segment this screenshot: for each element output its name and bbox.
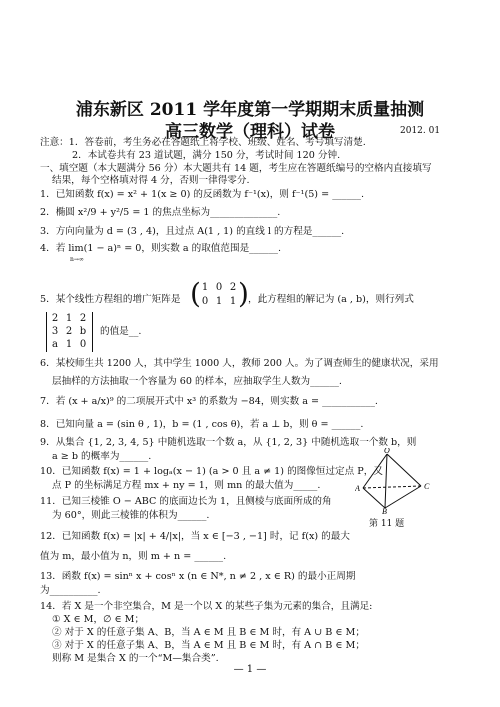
question-7: 7．若 (x + a/x)⁹ 的二项展开式中 x³ 的系数为 −84，则实数 a = ___________. [40, 396, 378, 407]
question-13-line-1: 13．函数 f(x) = sinⁿ x + cosⁿ x (n ∈ N*, n ≠ 2 , x ∈ R) 的最小正周期 [40, 571, 356, 582]
question-8: 8．已知向量 a = (sin θ , 1)，b = (1 , cos θ)，若 a ⊥ b，则 θ = ______. [40, 419, 364, 430]
edge-bc [385, 486, 421, 508]
question-5-part-2: ，此方程组的解记为 (a , b)，则行列式 [248, 294, 414, 305]
edge-ob [385, 454, 387, 508]
question-5-part-3: 的值是__. [100, 326, 142, 337]
note-line-2: 2．本试卷共有 23 道试题，满分 150 分，考试时间 120 分钟. [72, 150, 341, 161]
note-line-1: 注意：1．答卷前，考生务必在答题纸上将学校、班级、姓名、考号填写清楚. [40, 137, 366, 148]
augmented-matrix: ( 1 0 2 0 1 1 ) [190, 277, 249, 310]
question-4: 4．若 lim(1 − a)ⁿ = 0，则实数 a 的取值范围是______. [40, 243, 282, 254]
question-12-line-1: 12．已知函数 f(x) = |x| + 4/|x|，当 x ∈ [−3 , −1] 时，记 f(x) 的最大 [40, 531, 350, 542]
figure-caption: 第 11 题 [369, 519, 405, 529]
question-1: 1．已知函数 f(x) = x² + 1(x ≥ 0) 的反函数为 f⁻¹(x)，则 f⁻¹(5) = ______. [40, 189, 365, 200]
label-c: C [424, 482, 430, 491]
question-10-line-2: 点 P 的坐标满足方程 mx + ny = 1，则 mn 的最大值为_____. [52, 480, 321, 491]
edge-oc [387, 454, 421, 486]
section-heading-line-2: 结果，每个空格填对得 4 分，否则一律得零分. [52, 175, 250, 186]
exam-subtitle: 高三数学（理科）试卷 [165, 122, 335, 142]
question-9-line-2: a ≥ b 的概率为______. [52, 451, 152, 462]
determinant: 2 1 2 3 2 b a 1 0 [44, 312, 96, 352]
question-2: 2．椭圆 x²/9 + y²/5 = 1 的焦点坐标为______________. [40, 207, 281, 218]
question-4-limit-subscript: n→∞ [70, 256, 84, 263]
question-13-line-2: 为__________. [40, 585, 101, 596]
exam-date: 2012. 01 [400, 126, 441, 136]
section-heading-line-1: 一、填空题（本大题满分 56 分）本大题共有 14 题，考生应在答题纸编号的空格内直接填写 [40, 163, 432, 174]
question-5-part-1: 5．某个线性方程组的增广矩阵是 [40, 294, 181, 305]
question-11-line-1: 11．已知三棱锥 O − ABC 的底面边长为 1，且侧棱与底面所成的角 [40, 496, 332, 507]
question-14-condition-2: ② 对于 X 的任意子集 A、B，当 A ∈ M 且 B ∈ M 时，有 A ∪ B ∈ M； [52, 627, 365, 638]
question-14-condition-3: ③ 对于 X 的任意子集 A、B，当 A ∈ M 且 B ∈ M 时，有 A ∩ B ∈ M； [52, 640, 365, 651]
question-6-line-2: 层抽样的方法抽取一个容量为 60 的样本，应抽取学生人数为______. [52, 376, 342, 387]
question-14-condition-1: ① X ∈ M，∅ ∈ M； [52, 614, 145, 625]
question-3: 3．方向向量为 d = (3 , 4)，且过点 A(1 , 1) 的直线 l 的方程是______. [40, 226, 345, 237]
question-10-line-1: 10．已知函数 f(x) = 1 + logₐ(x − 1) (a > 0 且 a ≠ 1) 的图像恒过定点 P，又 [40, 466, 383, 477]
pyramid-figure [355, 448, 455, 514]
edge-ab [363, 488, 385, 508]
question-11-line-2: 为 60°，则此三棱锥的体积为______. [52, 510, 210, 521]
label-o: O [384, 448, 390, 455]
page-number: — 1 — [233, 664, 267, 675]
question-14-conclusion: 则称 M 是集合 X 的一个“M—集合类”. [52, 653, 219, 664]
exam-title: 浦东新区 2011 学年度第一学期期末质量抽测 [75, 100, 425, 120]
label-b: B [382, 507, 387, 514]
question-6-line-1: 6．某校师生共 1200 人，其中学生 1000 人，教师 200 人。为了调查师生的健康状况，采用 [40, 358, 439, 369]
question-14-line-1: 14．若 X 是一个非空集合，M 是一个以 X 的某些子集为元素的集合，且满足: [40, 601, 373, 612]
edge-oa [363, 454, 387, 488]
label-a: A [355, 484, 360, 493]
edge-ac-hidden [363, 486, 421, 488]
question-12-line-2: 值为 m，最小值为 n，则 m + n = ______. [40, 551, 227, 562]
question-9-line-1: 9．从集合 {1, 2, 3, 4, 5} 中随机选取一个数 a，从 {1, 2, 3} 中随机选取一个数 b，则 [40, 437, 417, 448]
